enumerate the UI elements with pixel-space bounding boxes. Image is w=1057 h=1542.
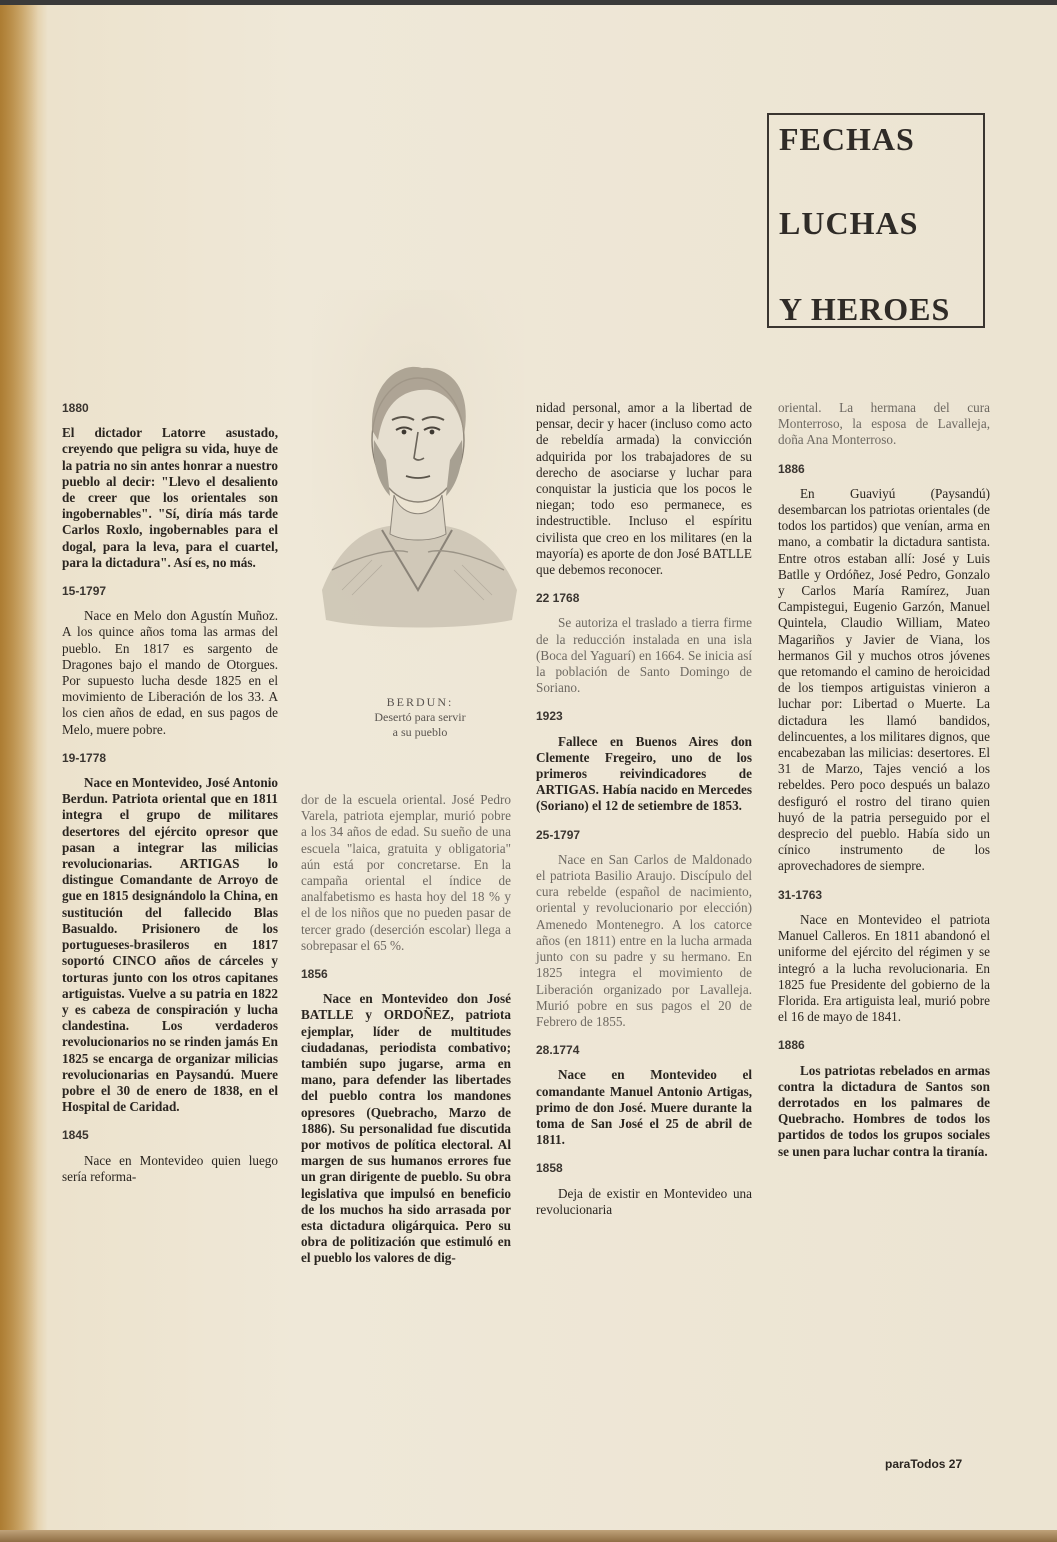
- paragraph: En Guaviyú (Paysandú) desembarcan los patriotas orientales (de todos los partidos) que venían, arma en mano, a combatir la dictadura santista. Entre otros estaban allí: José y Luis Batlle y Ordóñez, José Pedro, Gonzalo y Carlos María Ramírez, Juan Campistegui, Eugenio Garzón, Manuel Quintela, Claudio William, Mateo Magariños y Javier de Viana, los hermanos Gil y muchos otros jóvenes que retomando el camino de heroicidad de los tiempos artiguistas vinieron a luchar por: Libertad o Muerte. La dictadura les llamó bandidos, delincuentes, a los militares dignos, que encabezaban las milicias: desertores. El 31 de Marzo, Tajes venció a los rebeldes. Pero poco después un balazo desfiguró el rostro del tirano quien huyó de la patria perseguido por el desprecio del pueblo. Había sido un cínico instrumento de los aprovechadores de siempre.: [778, 485, 990, 874]
- caption-name: BERDUN:: [386, 695, 454, 709]
- paragraph: nidad personal, amor a la libertad de pensar, decir y hacer (incluso como acto de rebeldía armada) la convicción adquirida por los trabajadores de su derecho de asociarse y luchar para conquistar la justicia que los pocos le niegan; todo eso permanece, es indestructible. Incluso el espíritu civilista que creo en los militares (en la mayoría) es aporte de don José BATLLE que debemos reconocer.: [536, 400, 752, 578]
- text-column-4: [778, 400, 990, 1172]
- portrait-caption: [320, 695, 520, 740]
- paragraph: Nace en Montevideo quien luego sería reforma-: [62, 1152, 278, 1184]
- date-heading: 1886: [778, 1038, 805, 1053]
- date-heading: 1845: [62, 1128, 89, 1143]
- paragraph: dor de la escuela oriental. José Pedro Varela, patriota ejemplar, murió pobre a los 34 años de edad. Su sueño de una escuela "laica, gratuita y obligatoria" aún está por concretarse. En la campaña oriental el índice de analfabetismo es hasta hoy del 18 % y el de los niños que no pueden pasar de tercer grado (deserción escolar) llega a sobrepasar el 65 %.: [301, 792, 511, 953]
- date-heading: 28.1774: [536, 1043, 580, 1058]
- paragraph: Nace en Melo don Agustín Muñoz. A los quince años toma las armas del pueblo. En 1817 es sargento de Dragones bajo el mando de Otorgues. Por supuesto lucha desde 1825 en el movimiento de Liberación de los 33. A los cien años de edad, en sus pagos de Melo, muere pobre.: [62, 608, 278, 737]
- page-footer: [885, 1457, 995, 1471]
- berdun-portrait: [312, 290, 524, 680]
- caption-line-1: Desertó para servir: [374, 710, 466, 724]
- title-line-luchas: LUCHAS: [779, 205, 919, 241]
- paragraph: Nace en Montevideo el patriota Manuel Calleros. En 1811 abandonó el uniforme del ejército del régimen y se integró a la lucha revolucionaria. En 1825 fue Presidente del gobierno de la Florida. Era artiguista leal, murió pobre el 16 de mayo de 1841.: [778, 911, 990, 1025]
- paragraph: El dictador Latorre asustado, creyendo que peligra su vida, huye de la patria no sin antes honrar a nuestro pueblo al decir: "Llevo el desaliento de creer que los orientales son ingobernables". "Sí, diría más tarde Carlos Roxlo, ingobernables para el dogal, para la leva, para el cuartel, para la dictadura". Así es, no más.: [62, 425, 278, 570]
- title-box: [767, 113, 985, 328]
- paragraph: Nace en San Carlos de Maldonado el patriota Basilio Araujo. Discípulo del cura rebelde (español de nacimiento, oriental y revolucionario por elección) Amenedo Montenegro. A los catorce años (en 1811) entre en la lucha armada junto con su padre y su hermano. En 1825 integra el movimiento de Liberación organizado por Lavalleja. Murió pobre en sus pagos el 20 de Febrero de 1855.: [536, 851, 752, 1029]
- date-heading: 31-1763: [778, 887, 823, 902]
- paragraph: Nace en Montevideo el comandante Manuel Antonio Artigas, primo de don José. Muere durante la toma de San José el 25 de abril de 1811.: [536, 1067, 752, 1148]
- date-heading: 15-1797: [62, 584, 107, 599]
- paragraph: Se autoriza el traslado a tierra firme de la reducción instalada en una isla (Boca del Yaguarí) en 1664. Se inicia así la población de Santo Domingo de Soriano.: [536, 615, 752, 696]
- paragraph: Nace en Montevideo, José Antonio Berdun. Patriota oriental que en 1811 integra el grupo de militares desertores del ejército opresor que pasan a integrar las milicias revolucionarias. ARTIGAS lo distingue Comandante de Arroyo de gue en 1815 designándolo la China, en sustitución del fallecido Blas Basualdo. Prisionero de los portugueses-brasileros en 1817 soportó CINCO años de cárceles y torturas junto con los otros capitanes artiguistas. Vuelve a su patria en 1822 y es cabeza de conspiración y lucha clandestina. Los verdaderos revolucionarios no se rinden jamás En 1825 se encarga de organizar milicias revolucionarias en Paysandú. Muere pobre el 30 de enero de 1838, en el Hospital de Caridad.: [62, 775, 278, 1115]
- text-column-1: [62, 400, 278, 1197]
- date-heading: 1858: [536, 1161, 563, 1176]
- date-heading: 22 1768: [536, 591, 580, 606]
- scan-edge-shadow: [0, 0, 38, 1542]
- date-heading: 25-1797: [536, 827, 581, 842]
- paragraph: Deja de existir en Montevideo una revolucionaria: [536, 1185, 752, 1217]
- text-column-2: [301, 792, 511, 1279]
- date-heading: 1880: [62, 401, 89, 415]
- date-heading: 1886: [778, 461, 805, 476]
- top-border-line: [0, 0, 1057, 5]
- date-heading: 1856: [301, 967, 328, 982]
- paragraph: Nace en Montevideo don José BATLLE y ORDOÑEZ, patriota ejemplar, líder de multitudes ciudadanas, periodista combativo; también supo jugarse, arma en mano, para defender las libertades del pueblo contra los mandones opresores (Quebracho, Marzo de 1886). Su personalidad fue discutida por motivos de política electoral. Al margen de sus humanos errores fue un gran dirigente de pueblo. Su obra legislativa que impulsó en beneficio de los muchos ha sido arrasada por esta dictadura oligárquica. Pero su obra de politización que estimuló en el pueblo los valores de dig-: [301, 991, 511, 1266]
- page-number: 27: [948, 1457, 963, 1471]
- magazine-name: paraTodos: [885, 1457, 946, 1471]
- paragraph: oriental. La hermana del cura Monterroso, la esposa de Lavalleja, doña Ana Monterroso.: [778, 400, 990, 448]
- title-line-heroes: Y HEROES: [779, 291, 951, 327]
- paragraph: Fallece en Buenos Aires don Clemente Fregeiro, uno de los primeros reivindicadores de ARTIGAS. Había nacido en Mercedes (Soriano) el 12 de setiembre de 1853.: [536, 733, 752, 814]
- date-heading: 19-1778: [62, 750, 107, 765]
- title-line-fechas: FECHAS: [779, 121, 915, 157]
- date-heading: 1923: [536, 709, 563, 724]
- caption-line-2: a su pueblo: [392, 725, 448, 739]
- bottom-scan-edge: [0, 1530, 1057, 1542]
- paragraph: Los patriotas rebelados en armas contra la dictadura de Santos son derrotados en los palmares de Quebracho. Hombres de todos los partidos de todos los grupos sociales se unen para luchar contra la tiranía.: [778, 1062, 990, 1159]
- text-column-3: [536, 400, 752, 1230]
